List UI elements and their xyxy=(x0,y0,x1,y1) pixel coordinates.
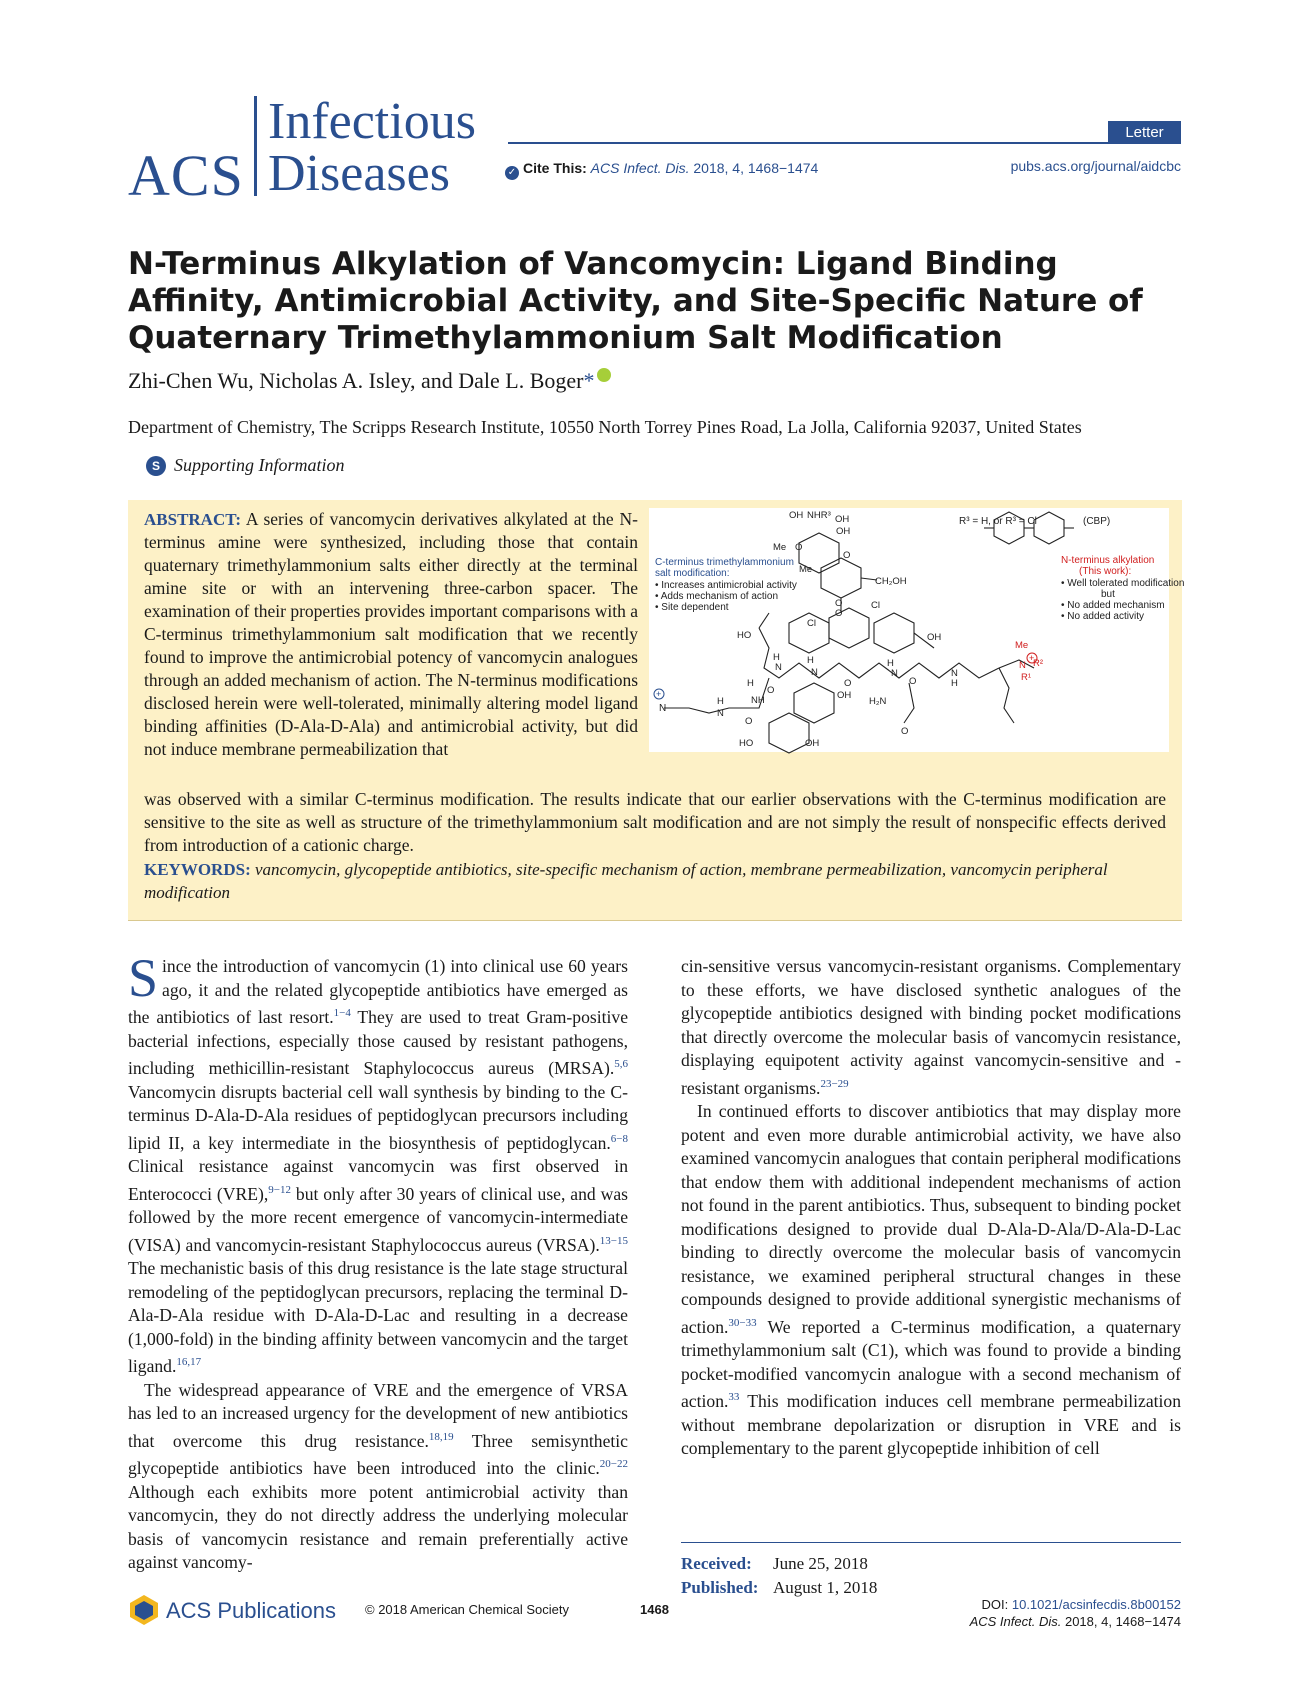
atom-label: Me xyxy=(773,542,787,553)
atom-label: O xyxy=(901,726,909,737)
citation-link[interactable]: 9−12 xyxy=(268,1183,291,1196)
citation-link[interactable]: 33 xyxy=(728,1391,740,1403)
atom-label: H xyxy=(717,696,724,707)
atom-label: Me xyxy=(1015,640,1029,651)
atom-label: O xyxy=(835,598,843,609)
atom-label: CH₂OH xyxy=(875,576,907,587)
atom-label: NHR³ xyxy=(807,510,831,521)
toc-graphic xyxy=(649,508,1185,752)
atom-label: O xyxy=(844,678,852,689)
atom-label: HO xyxy=(737,630,752,641)
svg-text:+: + xyxy=(1029,653,1035,663)
keywords-text: vancomycin, glycopeptide antibiotics, site-specific mechanism of action, membrane permeabilization, vancomycin peripheral modification xyxy=(144,860,1108,902)
supporting-info-label[interactable]: Supporting Information xyxy=(174,455,345,475)
c-term-title-1: C-terminus trimethylammonium xyxy=(655,557,794,568)
c-term-title-2: salt modification: xyxy=(655,568,730,579)
abstract-label: ABSTRACT: xyxy=(144,510,241,529)
atom-label: O xyxy=(795,542,803,553)
atom-label: OH xyxy=(789,510,804,521)
check-icon: ✓ xyxy=(505,166,519,180)
n-term-point-1: • Well tolerated modification xyxy=(1061,578,1185,589)
atom-label: O xyxy=(909,676,917,687)
supporting-info-icon: S xyxy=(146,456,166,476)
journal-logo xyxy=(128,92,508,208)
cite-volume[interactable]: 2018, 4, 1468−1474 xyxy=(693,160,819,176)
received-label: Received: xyxy=(681,1554,752,1573)
doi-label: DOI: xyxy=(981,1597,1009,1612)
abstract-box xyxy=(128,500,1185,921)
atom-label: OH xyxy=(927,632,942,643)
c-term-point-2: • Adds mechanism of action xyxy=(655,591,779,602)
received-date: June 25, 2018 xyxy=(773,1554,868,1573)
keywords xyxy=(144,858,1166,904)
atom-label: H xyxy=(807,655,814,666)
affiliation: Department of Chemistry, The Scripps Research Institute, 10550 North Torrey Pines Road, La Jolla, California 92037, United States xyxy=(128,417,1082,437)
acs-hexagon-icon xyxy=(128,1594,160,1626)
citation-link[interactable]: 18,19 xyxy=(428,1430,454,1443)
citation-link[interactable]: 16,17 xyxy=(176,1356,202,1368)
cite-journal[interactable]: ACS Infect. Dis. xyxy=(590,160,690,176)
corresponding-mark[interactable]: * xyxy=(583,368,595,393)
svg-text:N: N xyxy=(659,703,667,714)
atom-label: N xyxy=(775,662,782,673)
citation-journal: ACS Infect. Dis. xyxy=(969,1614,1062,1629)
publisher-name: ACS Publications xyxy=(166,1598,336,1623)
atom-label: N xyxy=(811,667,818,678)
supporting-info-link[interactable] xyxy=(146,455,345,476)
n-term-point-3: • No added mechanism xyxy=(1061,600,1165,611)
citation-link[interactable]: 23−29 xyxy=(820,1077,849,1090)
journal-url[interactable]: pubs.acs.org/journal/aidcbc xyxy=(1010,158,1181,174)
abstract-text-left: A series of vancomycin derivatives alkylated at the N-terminus amine were synthesized, including those that contain quaternary trimethylammonium salts either directly at the terminal amine site or with an intervening three-carbon spacer. The examination of their properties provides important comparisons with a C-terminus trimethylammonium salt modification that we recently found to improve the antimicrobial potency of vancomycin analogues through an added mechanism of action. The N-terminus modifications disclosed herein were well-tolerated, minimally altering model ligand binding affinities (D-Ala-D-Ala) and antimicrobial activity, but did not induce membrane permeabilization that xyxy=(144,509,638,759)
drop-cap: S xyxy=(128,948,159,1008)
atom-label: OH xyxy=(805,738,820,749)
paragraph: The widespread appearance of VRE and the emergence of VRSA has led to an increased urgency for the development of new antibiotics that overcome this drug resistance.$^{18,19}$ Three semisynthetic glycopeptide antibiotics have been introduced into the clinic.$^{20-22}$ Although each exhibits more potent antimicrobial activity than vancomycin, they do not directly address the underlying molecular basis of vancomycin resistance and remain preferentially active against vancomy- xyxy=(128,1379,628,1572)
publisher-logo[interactable] xyxy=(128,1594,336,1626)
atom-label: HO xyxy=(739,738,754,749)
abstract-continued: was observed with a similar C-terminus modification. The results indicate that our earlier observations with the C-terminus modification are sensitive to the site as well as structure of the trimethylammonium salt modification and are not simply the result of nonspecific effects derived from introduction of a cationic charge. xyxy=(144,789,1166,855)
atom-label: O xyxy=(767,685,775,696)
atom-label: Cl xyxy=(871,600,880,611)
orcid-icon[interactable] xyxy=(597,368,611,382)
cite-label: Cite This: xyxy=(523,160,587,176)
atom-label: NH xyxy=(751,695,765,706)
atom-label: O xyxy=(835,608,843,619)
c-term-point-1: • Increases antimicrobial activity xyxy=(655,580,797,591)
keywords-label: KEYWORDS: xyxy=(144,860,251,879)
atom-label: R¹ xyxy=(1021,672,1032,683)
article-dates xyxy=(681,1552,877,1600)
atom-label: N xyxy=(891,668,898,679)
atom-label: H xyxy=(951,678,958,689)
header-rule xyxy=(508,142,1181,144)
atom-label: OH xyxy=(836,526,851,537)
article-type-badge: Letter xyxy=(1108,121,1181,144)
body-column-left xyxy=(128,948,629,1575)
authors-text: Zhi-Chen Wu, Nicholas A. Isley, and Dale L. Boger xyxy=(128,368,584,393)
n-term-sub: (This work): xyxy=(1079,566,1132,577)
r3-definition: R³ = H, or R³ = Cl xyxy=(959,516,1037,527)
doi-block xyxy=(970,1596,1181,1630)
abstract-left xyxy=(144,508,638,761)
paragraph: cin-sensitive versus vancomycin-resistant organisms. Complementary to these efforts, we have disclosed synthetic analogues of the glycopeptide antibiotics designed with binding pocket modifications that directly overcome the molecular basis of vancomycin resistance, displaying equipotent activity against vancomycin-sensitive and -resistant organisms.$^{23-29}$ xyxy=(681,956,1181,1098)
atom-label: H₂N xyxy=(869,696,887,707)
published-label: Published: xyxy=(681,1578,759,1597)
atom-label: H xyxy=(887,658,894,669)
atom-label: Me xyxy=(799,564,813,575)
citation-link[interactable]: 5,6 xyxy=(614,1058,628,1070)
atom-label: N xyxy=(717,708,724,719)
citation-volume: 2018, 4, 1468−1474 xyxy=(1064,1614,1181,1629)
article-title: N-Terminus Alkylation of Vancomycin: Ligand Binding Affinity, Antimicrobial Activity, and Site-Specific Nature of Quaternary Trimethylammonium Salt Modification xyxy=(128,246,1143,356)
citation-link[interactable]: 13−15 xyxy=(599,1234,628,1247)
journal-name-line1: Infectious xyxy=(268,93,476,150)
author-list xyxy=(128,368,611,394)
body-column-right xyxy=(681,955,1181,1461)
atom-label: R² xyxy=(1033,658,1044,669)
atom-label: O xyxy=(745,716,753,727)
atom-label: N xyxy=(1019,660,1026,671)
atom-label: Cl xyxy=(807,618,816,629)
published-date: August 1, 2018 xyxy=(773,1578,878,1597)
doi-link[interactable]: 10.1021/acsinfecdis.8b00152 xyxy=(1011,1597,1181,1612)
citation-link[interactable]: 1−4 xyxy=(333,1007,351,1019)
journal-prefix: ACS xyxy=(128,143,244,208)
copyright: © 2018 American Chemical Society xyxy=(365,1602,569,1617)
n-term-title: N-terminus alkylation xyxy=(1061,555,1155,566)
journal-name-line2: Diseases xyxy=(268,145,450,202)
citation-link[interactable]: 20−22 xyxy=(599,1458,628,1470)
aromatic-rings xyxy=(769,608,917,753)
paragraph: In continued efforts to discover antibiotics that may display more potent and even more durable antimicrobial activity, we have also examined vancomycin analogues that contain peripheral modifications that endow them with additional independent mechanisms of action not found in the parent antibiotics. Thus, subsequent to binding pocket modifications designed to provide dual D-Ala-D-Ala/D-Ala-D-Lac binding to directly overcome the molecular basis of vancomycin resistance, we examined peripheral structural changes in these compounds designed to provide additional synergistic mechanisms of action.$^{30-33}$ We reported a C-terminus modification, a quaternary trimethylammonium salt (C1), which was found to provide a binding pocket-modified vancomycin analogue with a second mechanism of action.$^{33}$ This modification induces cell membrane permeabilization without membrane depolarization or disruption in VRE and is complementary to the parent glycopeptide inhibition of cell xyxy=(681,1101,1181,1458)
atom-label: N xyxy=(951,668,958,679)
page-number: 1468 xyxy=(640,1602,669,1617)
dates-rule xyxy=(681,1542,1181,1543)
logo-divider xyxy=(254,96,257,196)
trimethylammonium-group xyxy=(654,689,666,714)
c-term-point-3: • Site dependent xyxy=(655,602,729,613)
atom-label: H xyxy=(747,678,754,689)
atom-label: O xyxy=(843,550,851,561)
atom-label: OH xyxy=(835,514,850,525)
atom-label: H xyxy=(773,652,780,663)
n-term-point-4: • No added activity xyxy=(1061,611,1144,622)
atom-label: OH xyxy=(837,690,852,701)
citation-link[interactable]: 6−8 xyxy=(610,1132,628,1145)
svg-text:+: + xyxy=(656,689,662,699)
paragraph: Since the introduction of vancomycin (1) into clinical use 60 years ago, it and the related glycopeptide antibiotics have emerged as the antibiotics of last resort.$^{1-4}$ They are used to treat Gram-positive bacterial infections, especially those caused by resistant pathogens, including methicillin-resistant Staphylococcus aureus (MRSA).$^{5,6}$ Vancomycin disrupts bacterial cell wall synthesis by binding to the C-terminus D-Ala-D-Ala residues of peptidoglycan precursors including lipid II, a key intermediate in the biosynthesis of peptidoglycan.$^{6-8}$ Clinical resistance against vancomycin was first observed in Enterococci (VRE),$^{9-12}$ but only after 30 years of clinical use, and was followed by the more recent emergence of vancomycin-intermediate (VISA) and vancomycin-resistant Staphylococcus aureus (VRSA).$^{13-15}$ The mechanistic basis of this drug resistance is the late stage structural remodeling of the peptidoglycan precursors, replacing the terminal D-Ala-D-Ala residue with D-Ala-D-Lac and resulting in a decrease (1,000-fold) in the binding affinity between vancomycin and the target ligand.$^{16,17}$ xyxy=(128,948,629,1376)
citation-link[interactable]: 30−33 xyxy=(728,1316,757,1329)
cite-this[interactable] xyxy=(505,160,818,180)
n-term-point-2: but xyxy=(1101,589,1115,600)
cbp-label: (CBP) xyxy=(1083,516,1111,527)
